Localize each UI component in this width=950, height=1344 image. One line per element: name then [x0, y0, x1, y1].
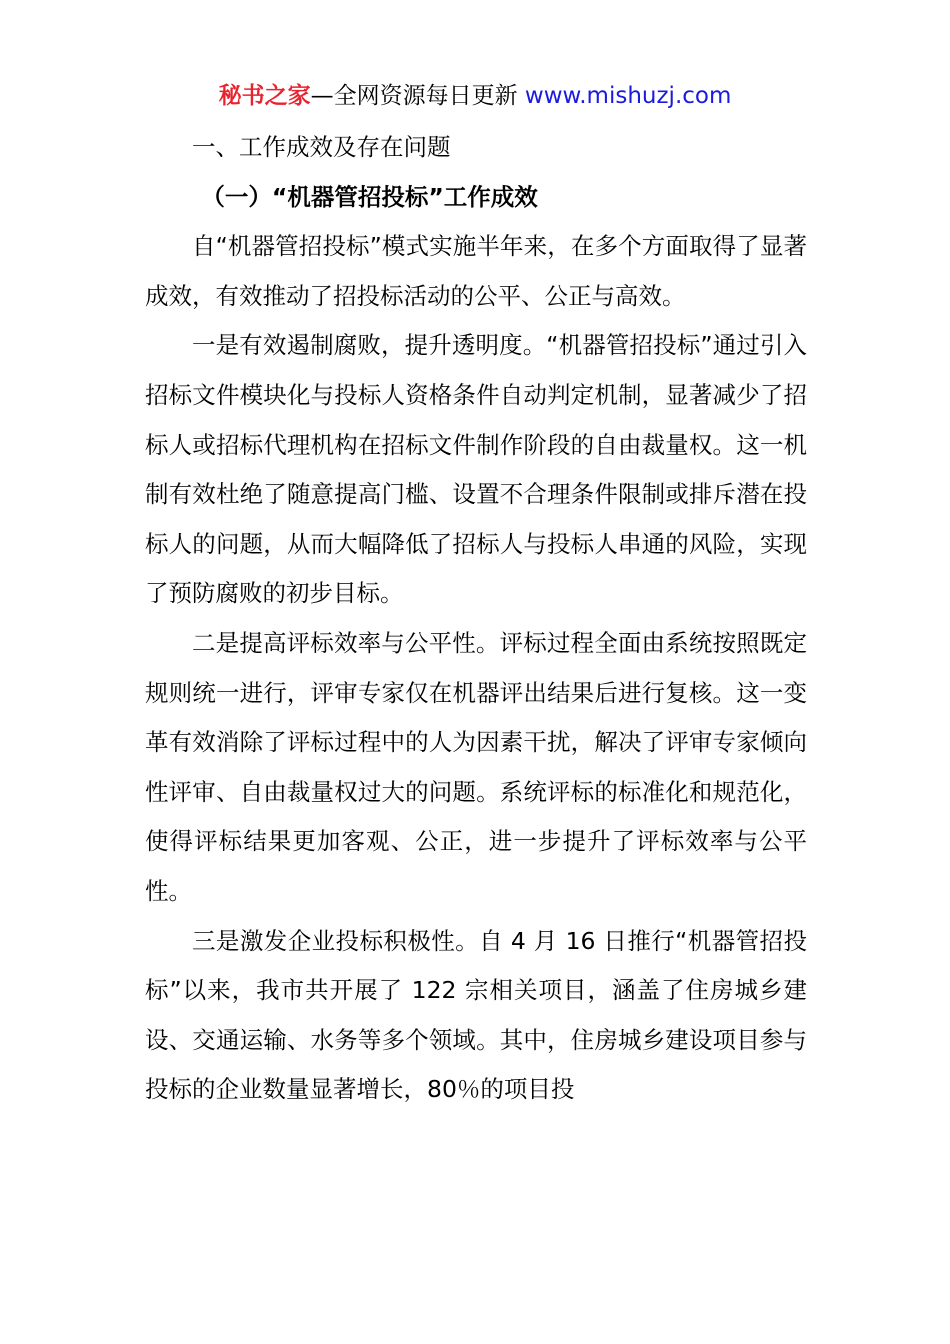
site-header — [0, 80, 950, 112]
section-heading: 一、工作成效及存在问题 — [192, 133, 451, 161]
paragraph-point-one: 一是有效遏制腐败，提升透明度。“机器管招投标”通过引入招标文件模块化与投标人资格条件自动判定机制，显著减少了招标人或招标代理机构在招标文件制作阶段的自由裁量权。这一机制有效杜绝了随意提高门槛、设置不合理条件限制或排斥潜在投标人的问题，从而大幅降低了招标人与投标人串通的风险，实现了预防腐败的初步目标。 — [145, 331, 807, 608]
subsection-heading: （一）“机器管招投标”工作成效 — [201, 182, 538, 211]
document-body — [145, 123, 807, 1115]
paragraph-point-two: 二是提高评标效率与公平性。评标过程全面由系统按照既定规则统一进行，评审专家仅在机器评出结果后进行复核。这一变革有效消除了评标过程中的人为因素干扰，解决了评审专家倾向性评审、自由裁量权过大的问题。系统评标的标准化和规范化，使得评标结果更加客观、公正，进一步提升了评标效率与公平性。 — [145, 628, 807, 905]
site-tagline: —全网资源每日更新 — [310, 83, 525, 109]
site-url-link[interactable]: www.mishuzj.com — [524, 83, 732, 109]
paragraph-intro: 自“机器管招投标”模式实施半年来，在多个方面取得了显著成效，有效推动了招投标活动的公平、公正与高效。 — [145, 232, 807, 310]
site-brand: 秘书之家 — [218, 83, 311, 109]
paragraph-point-three: 三是激发企业投标积极性。自 4 月 16 日推行“机器管招投标”以来，我市共开展了 122 宗相关项目，涵盖了住房城乡建设、交通运输、水务等多个领域。其中，住房城乡建设项目参与投标的企业数量显著增长，80％的项目投 — [145, 926, 807, 1104]
